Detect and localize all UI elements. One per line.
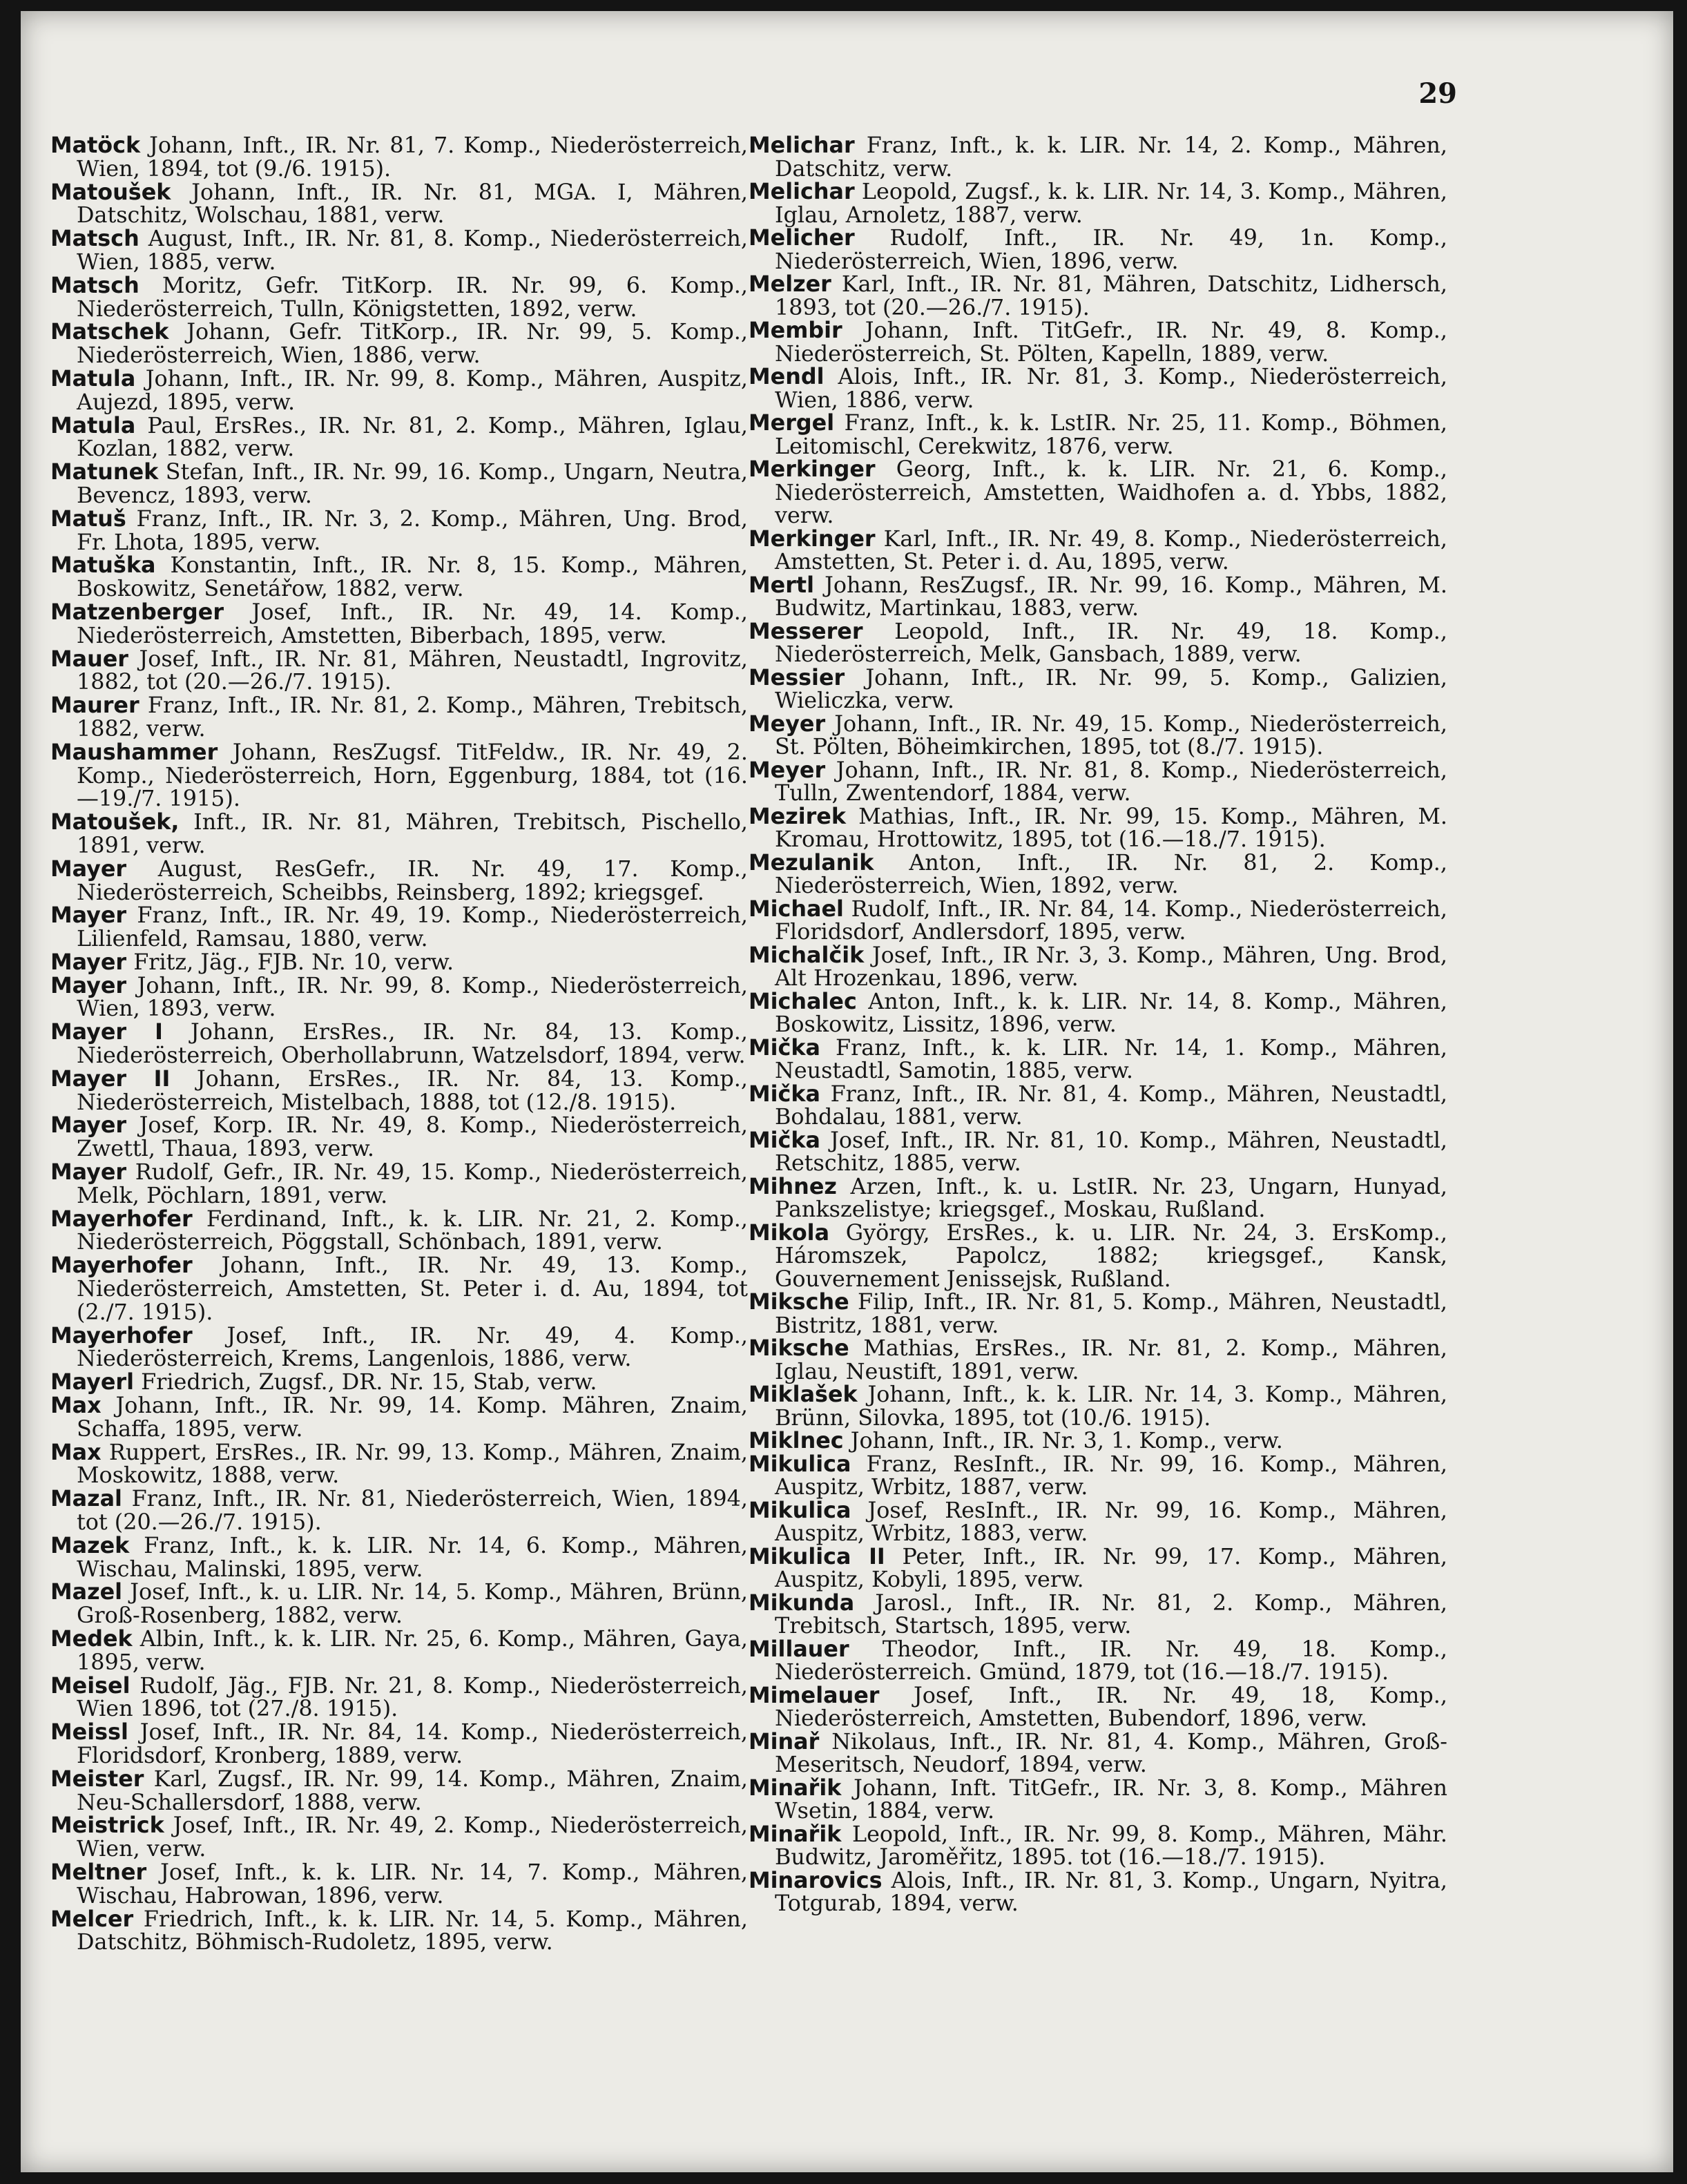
entry-details: Rudolf, Gefr., IR. Nr. 49, 15. Komp., Niederösterreich, Melk, Pöchlarn, 1891, verw. — [77, 1159, 748, 1208]
list-entry — [749, 1337, 1447, 1383]
entry-details: Johann, Inft., IR. Nr. 99, 8. Komp., Niederösterreich, Wien, 1893, verw. — [77, 972, 748, 1022]
entry-details: Alois, Inft., IR. Nr. 81, 3. Komp., Niederösterreich, Wien, 1886, verw. — [775, 364, 1447, 413]
entry-surname: Mayerhofer — [50, 1206, 193, 1232]
entry-surname: Mikulica II — [749, 1543, 885, 1569]
entry-surname: Merkinger — [749, 456, 876, 482]
entry-details: Ruppert, ErsRes., IR. Nr. 99, 13. Komp., Mähren, Znaim, Moskowitz, 1888, verw. — [77, 1439, 748, 1489]
list-entry — [749, 1175, 1447, 1221]
entry-details: Fritz, Jäg., FJB. Nr. 10, verw. — [126, 949, 454, 975]
entry-surname: Mička — [749, 1081, 820, 1107]
list-entry — [50, 811, 748, 858]
entry-surname: Meissl — [50, 1719, 128, 1746]
entry-surname: Mikunda — [749, 1589, 855, 1616]
list-entry — [749, 1036, 1447, 1083]
entry-details: Rudolf, Jäg., FJB. Nr. 21, 8. Komp., Niederösterreich, Wien 1896, tot (27./8. 1915). — [77, 1672, 748, 1722]
list-entry — [50, 741, 748, 811]
entry-details: August, ResGefr., IR. Nr. 49, 17. Komp., Niederösterreich, Scheibbs, Reinsberg, 1892; kriegsgef. — [77, 856, 748, 905]
entry-surname: Millauer — [749, 1636, 849, 1662]
list-entry — [50, 181, 748, 228]
entry-details: Arzen, Inft., k. u. LstIR. Nr. 23, Ungarn, Hunyad, Pankszelistye; kriegsgef., Moskau, Rußland. — [775, 1173, 1447, 1222]
entry-surname: Matzenberger — [50, 599, 224, 625]
list-entry — [749, 851, 1447, 898]
list-entry — [749, 1291, 1447, 1337]
entry-details: Johann, Inft., IR. Nr. 99, 14. Komp. Mähren, Znaim, Schaffa, 1895, verw. — [77, 1393, 748, 1442]
entry-details: Johann, Inft. TitGefr., IR. Nr. 3, 8. Komp., Mähren Wsetin, 1884, verw. — [775, 1775, 1447, 1824]
list-entry — [749, 1221, 1447, 1291]
entry-details: Josef, Inft., k. k. LIR. Nr. 14, 7. Komp., Mähren, Wischau, Habrowan, 1896, verw. — [77, 1859, 748, 1908]
list-entry — [50, 1324, 748, 1371]
list-entry — [50, 1768, 748, 1815]
list-entry — [50, 1208, 748, 1255]
entry-details: Josef, Inft., IR. Nr. 49, 4. Komp., Niederösterreich, Krems, Langenlois, 1886, verw. — [77, 1322, 748, 1372]
entry-surname: Messier — [749, 664, 845, 690]
entry-details: Franz, Inft., IR. Nr. 81, 2. Komp., Mähren, Trebitsch, 1882, verw. — [77, 693, 748, 742]
entry-surname: Mayer — [50, 972, 127, 998]
entry-details: Franz, ResInft., IR. Nr. 99, 16. Komp., Mähren, Auspitz, Wrbitz, 1887, verw. — [775, 1451, 1447, 1500]
list-entry — [50, 1721, 748, 1768]
list-entry — [50, 461, 748, 508]
list-entry — [749, 990, 1447, 1036]
entry-details: Franz, Inft., k. k. LIR. Nr. 14, 6. Komp., Mähren, Wischau, Malinski, 1895, verw. — [77, 1532, 748, 1582]
entry-details: Leopold, Zugsf., k. k. LIR. Nr. 14, 3. Komp., Mähren, Iglau, Arnoletz, 1887, verw. — [775, 179, 1447, 228]
list-entry — [749, 1589, 1447, 1639]
entry-surname: Miklnec — [749, 1428, 844, 1453]
list-entry — [50, 1114, 748, 1161]
entry-details: Theodor, Inft., IR. Nr. 49, 18. Komp., Niederösterreich. Gmünd, 1879, tot (16.—18./7. 1915). — [775, 1636, 1447, 1685]
entry-details: Franz, Inft., k. k. LIR. Nr. 14, 1. Komp., Mähren, Neustadtl, Samotin, 1885, verw. — [775, 1034, 1447, 1083]
entry-details: Franz, Inft., IR. Nr. 81, Niederösterreich, Wien, 1894, tot (20.—26./7. 1915). — [77, 1486, 748, 1536]
entry-details: Leopold, Inft., IR. Nr. 99, 8. Komp., Mähren, Mähr. Budwitz, Jaroměřitz, 1895. tot (16.—18./7. 1915). — [775, 1821, 1447, 1870]
entry-surname: Matsch — [50, 272, 139, 298]
list-entry — [749, 759, 1447, 805]
entry-surname: Mauer — [50, 646, 128, 672]
list-entry — [50, 367, 748, 414]
entry-details: Franz, Inft., IR. Nr. 49, 19. Komp., Niederösterreich, Lilienfeld, Ramsau, 1880, verw. — [77, 902, 748, 952]
list-entry — [50, 1674, 748, 1721]
entry-details: Josef, Korp. IR. Nr. 49, 8. Komp., Niederösterreich, Zwettl, Thaua, 1893, verw. — [77, 1112, 748, 1162]
list-entry — [50, 1161, 748, 1208]
entry-surname: Meisel — [50, 1672, 131, 1699]
entry-details: Johann, Gefr. TitKorp., IR. Nr. 99, 5. Komp., Niederösterreich, Wien, 1886, verw. — [77, 319, 748, 369]
entry-details: Johann, ResZugsf. TitFeldw., IR. Nr. 49, 2. Komp., Niederösterreich, Horn, Eggenburg, 1884, tot (16.—19./7. 1915). — [77, 739, 748, 812]
list-entry — [749, 1453, 1447, 1499]
entry-surname: Minařik — [749, 1775, 842, 1801]
entry-details: Karl, Zugsf., IR. Nr. 99, 14. Komp., Mähren, Znaim, Neu-Schallersdorf, 1888, verw. — [77, 1766, 748, 1815]
entry-surname: Matunek — [50, 459, 159, 485]
list-entry — [749, 666, 1447, 713]
list-entry — [749, 1129, 1447, 1175]
entry-surname: Mayerhofer — [50, 1322, 193, 1349]
list-entry — [50, 951, 748, 974]
entry-surname: Merkinger — [749, 525, 876, 552]
entry-surname: Mička — [749, 1034, 820, 1061]
entry-surname: Membir — [749, 318, 842, 343]
entry-surname: Melichar — [749, 179, 855, 204]
entry-details: Josef, Inft., IR. Nr. 49, 18, Komp., Niederösterreich, Amstetten, Bubendorf, 1896, verw. — [775, 1682, 1447, 1731]
entry-details: Anton, Inft., k. k. LIR. Nr. 14, 8. Komp., Mähren, Boskowitz, Lissitz, 1896, verw. — [775, 988, 1447, 1037]
entry-surname: Mayer II — [50, 1065, 171, 1092]
entry-surname: Melicher — [749, 225, 855, 251]
entry-surname: Matoušek, — [50, 809, 180, 835]
entry-details: Albin, Inft., k. k. LIR. Nr. 25, 6. Komp., Mähren, Gaya, 1895, verw. — [77, 1626, 748, 1675]
entry-surname: Mazal — [50, 1486, 122, 1512]
list-entry — [50, 1021, 748, 1067]
entry-surname: Matoušek — [50, 179, 171, 205]
entry-details: Josef, Inft., IR. Nr. 49, 2. Komp., Niederösterreich, Wien, verw. — [77, 1813, 748, 1862]
entry-surname: Meyer — [749, 757, 826, 783]
entry-surname: Mazek — [50, 1532, 130, 1558]
list-entry — [50, 974, 748, 1021]
list-entry — [749, 1823, 1447, 1869]
entry-surname: Mayer I — [50, 1019, 163, 1045]
entry-surname: Meister — [50, 1766, 144, 1792]
list-entry — [749, 1638, 1447, 1684]
entry-surname: Mayer — [50, 1159, 127, 1186]
entry-surname: Matschek — [50, 319, 169, 345]
entry-surname: Mikulica — [749, 1497, 851, 1523]
entry-details: Johann, Inft. TitGefr., IR. Nr. 49, 8. Komp., Niederösterreich, St. Pölten, Kapelln, 1889, verw. — [775, 318, 1447, 367]
entry-details: Johann, ErsRes., IR. Nr. 84, 13. Komp., Niederösterreich, Mistelbach, 1888, tot (12./8. 1915). — [77, 1065, 748, 1115]
list-entry — [749, 226, 1447, 273]
entry-details: Josef, Inft., IR. Nr. 49, 14. Komp., Niederösterreich, Amstetten, Biberbach, 1895, verw. — [77, 599, 748, 648]
entry-surname: Maurer — [50, 693, 139, 719]
entry-surname: Michael — [749, 896, 844, 922]
entry-surname: Miksche — [749, 1289, 849, 1315]
entry-surname: Melcer — [50, 1906, 134, 1932]
list-entry — [50, 1534, 748, 1581]
entry-surname: Matuška — [50, 552, 156, 579]
entry-details: Josef, Inft., IR. Nr. 81, 10. Komp., Mähren, Neustadtl, Retschitz, 1885, verw. — [775, 1127, 1447, 1176]
list-entry — [749, 1545, 1447, 1592]
entry-surname: Meyer — [749, 711, 826, 737]
list-entry — [50, 1861, 748, 1908]
list-entry — [50, 1441, 748, 1488]
list-entry — [50, 227, 748, 274]
entry-surname: Mendl — [749, 364, 825, 389]
list-entry — [749, 620, 1447, 666]
entry-surname: Melzer — [749, 271, 831, 297]
list-entry — [50, 1581, 748, 1627]
entry-surname: Mezirek — [749, 803, 847, 829]
list-entry — [50, 858, 748, 905]
entry-surname: Mihnez — [749, 1173, 837, 1199]
entry-details: Jarosl., Inft., IR. Nr. 81, 2. Komp., Mähren, Trebitsch, Startsch, 1895, verw. — [775, 1589, 1447, 1639]
entry-surname: Mertl — [749, 572, 814, 598]
entry-details: Rudolf, Inft., IR. Nr. 49, 1n. Komp., Niederösterreich, Wien, 1896, verw. — [775, 225, 1447, 274]
entry-surname: Matöck — [50, 133, 141, 158]
entry-details: Josef, Inft., IR. Nr. 84, 14. Komp., Niederösterreich, Floridsdorf, Kronberg, 1889, verw. — [77, 1719, 748, 1768]
list-entry — [749, 1083, 1447, 1129]
list-entry — [50, 1394, 748, 1441]
list-entry — [50, 1627, 748, 1674]
list-entry — [50, 648, 748, 695]
list-entry — [50, 1908, 748, 1955]
list-entry — [749, 458, 1447, 528]
entry-surname: Mimelauer — [749, 1682, 880, 1708]
list-entry — [749, 412, 1447, 458]
entry-details: Moritz, Gefr. TitKorp. IR. Nr. 99, 6. Komp., Niederösterreich, Tulln, Königstetten, 1892, verw. — [77, 272, 748, 322]
entry-surname: Max — [50, 1393, 102, 1419]
entry-surname: Matula — [50, 412, 136, 438]
list-entry — [50, 134, 748, 181]
entry-details: Franz, Inft., k. k. LIR. Nr. 14, 2. Komp., Mähren, Datschitz, verw. — [775, 133, 1447, 182]
list-entry — [749, 180, 1447, 226]
list-entry — [749, 898, 1447, 944]
list-entry — [50, 1067, 748, 1114]
entry-surname: Maushammer — [50, 739, 218, 765]
entry-surname: Mayer — [50, 1112, 127, 1139]
entry-details: Franz, Inft., IR. Nr. 81, 4. Komp., Mähren, Neustadtl, Bohdalau, 1881, verw. — [775, 1081, 1447, 1130]
entry-surname: Mezulanik — [749, 849, 874, 876]
page-number: 29 — [1418, 77, 1457, 110]
entry-surname: Medek — [50, 1626, 133, 1652]
entry-details: Johann, Inft., IR. Nr. 81, 7. Komp., Niederösterreich, Wien, 1894, tot (9./6. 1915). — [77, 133, 748, 182]
entry-details: Friedrich, Inft., k. k. LIR. Nr. 14, 5. Komp., Mähren, Datschitz, Böhmisch-Rudoletz, 1895, verw. — [77, 1906, 748, 1955]
entry-surname: Mička — [749, 1127, 820, 1153]
list-entry — [749, 805, 1447, 851]
entry-details: Johann, Inft., k. k. LIR. Nr. 14, 3. Komp., Mähren, Brünn, Silovka, 1895, tot (10./6. 1915). — [775, 1382, 1447, 1431]
entry-surname: Mayerl — [50, 1369, 134, 1395]
list-entry — [50, 1371, 748, 1394]
entry-details: Mathias, Inft., IR. Nr. 99, 15. Komp., Mähren, M. Kromau, Hrottowitz, 1895, tot (16.—18./7. 1915). — [775, 803, 1447, 852]
right-column — [749, 134, 1447, 1915]
entry-details: Johann, Inft., IR. Nr. 81, 8. Komp., Niederösterreich, Tulln, Zwentendorf, 1884, verw. — [775, 757, 1447, 806]
entry-details: Johann, Inft., IR. Nr. 81, MGA. I, Mähren, Datschitz, Wolschau, 1881, verw. — [77, 179, 748, 229]
entry-details: Johann, Inft., IR. Nr. 49, 13. Komp., Niederösterreich, Amstetten, St. Peter i. d. Au, 1894, tot (2./7. 1915). — [77, 1253, 748, 1325]
list-entry — [749, 1869, 1447, 1915]
entry-surname: Mayer — [50, 902, 127, 929]
entry-details: Ferdinand, Inft., k. k. LIR. Nr. 21, 2. Komp., Niederösterreich, Pöggstall, Schönbach, 1891, verw. — [77, 1206, 748, 1255]
entry-details: Anton, Inft., IR. Nr. 81, 2. Komp., Niederösterreich, Wien, 1892, verw. — [775, 849, 1447, 898]
entry-surname: Matuš — [50, 505, 126, 532]
entry-details: Alois, Inft., IR. Nr. 81, 3. Komp., Ungarn, Nyitra, Totgurab, 1894, verw. — [775, 1867, 1447, 1916]
entry-surname: Minařik — [749, 1821, 842, 1847]
entry-surname: Meltner — [50, 1859, 147, 1885]
entry-surname: Michalčik — [749, 942, 865, 968]
list-entry — [50, 904, 748, 951]
list-entry — [50, 554, 748, 601]
list-entry — [50, 1487, 748, 1534]
entry-details: Inft., IR. Nr. 81, Mähren, Trebitsch, Pischello, 1891, verw. — [77, 809, 748, 858]
list-entry — [50, 505, 748, 555]
entry-details: Konstantin, Inft., IR. Nr. 8, 15. Komp., Mähren, Boskowitz, Senetářow, 1882, verw. — [77, 552, 748, 602]
entry-surname: Mikola — [749, 1219, 830, 1246]
list-entry — [749, 273, 1447, 319]
list-entry — [749, 365, 1447, 412]
entry-details: Karl, Inft., IR. Nr. 81, Mähren, Datschitz, Lidhersch, 1893, tot (20.—26./7. 1915). — [775, 271, 1447, 320]
entry-surname: Mayerhofer — [50, 1253, 193, 1279]
entry-details: Karl, Inft., IR. Nr. 49, 8. Komp., Niederösterreich, Amstetten, St. Peter i. d. Au, 1895, verw. — [775, 525, 1447, 574]
entry-details: Josef, Inft., k. u. LIR. Nr. 14, 5. Komp., Mähren, Brünn, Groß-Rosenberg, 1882, verw. — [77, 1579, 748, 1629]
entry-details: Filip, Inft., IR. Nr. 81, 5. Komp., Mähren, Neustadtl, Bistritz, 1881, verw. — [775, 1289, 1447, 1338]
entry-surname: Mikulica — [749, 1451, 851, 1477]
entry-surname: Miksche — [749, 1335, 849, 1361]
entry-details: Josef, Inft., IR. Nr. 81, Mähren, Neustadtl, Ingrovitz, 1882, tot (20.—26./7. 1915). — [77, 646, 748, 695]
entry-surname: Minař — [749, 1728, 820, 1755]
entry-surname: Mayer — [50, 949, 127, 975]
book-page — [21, 11, 1673, 2172]
list-entry — [50, 694, 748, 741]
entry-details: Josef, ResInft., IR. Nr. 99, 16. Komp., Mähren, Auspitz, Wrbitz, 1883, verw. — [775, 1497, 1447, 1546]
entry-details: Johann, ResZugsf., IR. Nr. 99, 16. Komp., Mähren, M. Budwitz, Martinkau, 1883, verw. — [775, 572, 1447, 621]
list-entry — [749, 134, 1447, 180]
list-entry — [749, 525, 1447, 574]
entry-surname: Mergel — [749, 410, 835, 436]
entry-details: György, ErsRes., k. u. LIR. Nr. 24, 3. ErsKomp., Háromszek, Papolcz, 1882; kriegsgef., Kansk, Gouvernement Jenissejsk, Rußland. — [775, 1219, 1447, 1292]
list-entry — [50, 414, 748, 461]
entry-surname: Melichar — [749, 133, 855, 158]
list-entry — [749, 319, 1447, 365]
list-entry — [50, 601, 748, 648]
list-entry — [749, 1429, 1447, 1453]
list-entry — [749, 1684, 1447, 1730]
entry-surname: Matsch — [50, 226, 139, 252]
entry-details: Paul, ErsRes., IR. Nr. 81, 2. Komp., Mähren, Iglau, Kozlan, 1882, verw. — [77, 412, 748, 462]
entry-details: Peter, Inft., IR. Nr. 99, 17. Komp., Mähren, Auspitz, Kobyli, 1895, verw. — [775, 1543, 1447, 1592]
entry-surname: Miklašek — [749, 1382, 858, 1407]
entry-details: Nikolaus, Inft., IR. Nr. 81, 4. Komp., Mähren, Groß-Meseritsch, Neudorf, 1894, verw. — [775, 1728, 1447, 1777]
list-entry — [50, 320, 748, 367]
entry-details: Georg, Inft., k. k. LIR. Nr. 21, 6. Komp., Niederösterreich, Amstetten, Waidhofen a. d. Ybbs, 1882, verw. — [775, 456, 1447, 528]
entry-details: Josef, Inft., IR Nr. 3, 3. Komp., Mähren, Ung. Brod, Alt Hrozenkau, 1896, verw. — [775, 942, 1447, 991]
entry-details: Franz, Inft., IR. Nr. 3, 2. Komp., Mähren, Ung. Brod, Fr. Lhota, 1895, verw. — [77, 505, 748, 555]
list-entry — [749, 713, 1447, 759]
list-entry — [749, 1777, 1447, 1823]
entry-surname: Max — [50, 1439, 102, 1465]
entry-details: Franz, Inft., k. k. LstIR. Nr. 25, 11. Komp., Böhmen, Leitomischl, Cerekwitz, 1876, verw. — [775, 410, 1447, 459]
entry-details: Stefan, Inft., IR. Nr. 99, 16. Komp., Ungarn, Neutra, Bevencz, 1893, verw. — [77, 459, 748, 508]
entry-details: Johann, Inft., IR. Nr. 3, 1. Komp., verw. — [843, 1428, 1283, 1453]
entry-surname: Messerer — [749, 618, 863, 644]
left-column — [50, 134, 748, 1954]
list-entry — [50, 274, 748, 321]
entry-details: Leopold, Inft., IR. Nr. 49, 18. Komp., Niederösterreich, Melk, Gansbach, 1889, verw. — [775, 618, 1447, 667]
entry-details: Mathias, ErsRes., IR. Nr. 81, 2. Komp., Mähren, Iglau, Neustift, 1891, verw. — [775, 1335, 1447, 1384]
list-entry — [749, 574, 1447, 620]
entry-surname: Mazel — [50, 1579, 123, 1605]
entry-surname: Minarovics — [749, 1867, 883, 1893]
entry-surname: Michalec — [749, 988, 857, 1014]
list-entry — [749, 944, 1447, 990]
entry-surname: Meistrick — [50, 1813, 164, 1839]
entry-surname: Mayer — [50, 856, 127, 882]
entry-details: Friedrich, Zugsf., DR. Nr. 15, Stab, verw. — [134, 1369, 597, 1395]
entry-details: Johann, Inft., IR. Nr. 49, 15. Komp., Niederösterreich, St. Pölten, Böheimkirchen, 1895, tot (8./7. 1915). — [775, 711, 1447, 760]
entry-details: Johann, Inft., IR. Nr. 99, 5. Komp., Galizien, Wieliczka, verw. — [775, 664, 1447, 713]
entry-details: August, Inft., IR. Nr. 81, 8. Komp., Niederösterreich, Wien, 1885, verw. — [77, 226, 748, 275]
list-entry — [749, 1383, 1447, 1429]
entry-surname: Matula — [50, 365, 136, 392]
list-entry — [50, 1254, 748, 1324]
entry-details: Johann, ErsRes., IR. Nr. 84, 13. Komp., Niederösterreich, Oberhollabrunn, Watzelsdorf, 1894, verw. — [77, 1019, 748, 1069]
list-entry — [50, 1814, 748, 1861]
entry-details: Rudolf, Inft., IR. Nr. 84, 14. Komp., Niederösterreich, Floridsdorf, Andlersdorf, 1895, verw. — [775, 896, 1447, 945]
list-entry — [749, 1499, 1447, 1545]
entry-details: Johann, Inft., IR. Nr. 99, 8. Komp., Mähren, Auspitz, Aujezd, 1895, verw. — [77, 365, 748, 415]
list-entry — [749, 1730, 1447, 1777]
